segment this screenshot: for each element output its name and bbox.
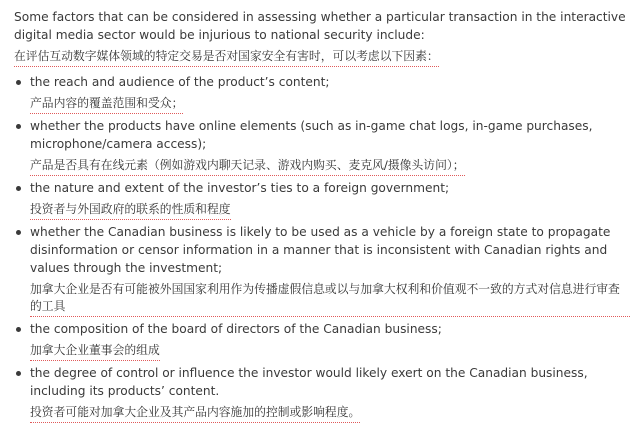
list-item <box>14 179 630 220</box>
factor-english-text: the reach and audience of the product’s content; <box>30 75 330 89</box>
factor-english-text: whether the Canadian business is likely to be used as a vehicle by a foreign state to propagate disinformation or censor information in a manner that is inconsistent with Canadian rights and values through the investment; <box>30 225 611 275</box>
intro-block <box>14 8 630 67</box>
intro-chinese-translation: 在评估互动数字媒体领域的特定交易是否对国家安全有害时，可以考虑以下因素： <box>14 48 439 67</box>
bullet-icon <box>16 124 21 129</box>
factor-list <box>14 73 630 423</box>
factor-chinese-translation: 产品内容的覆盖范围和受众； <box>30 95 183 114</box>
bullet-icon <box>16 80 21 85</box>
factor-english-text: the nature and extent of the investor’s ties to a foreign government; <box>30 181 450 195</box>
intro-english-text: Some factors that can be considered in assessing whether a particular transaction in the interactive digital media sector would be injurious to national security include: <box>14 10 626 42</box>
list-item <box>14 364 630 423</box>
factor-chinese-translation: 投资者与外国政府的联系的性质和程度 <box>30 201 231 220</box>
factor-english-text: whether the products have online elements (such as in-game chat logs, in-game purchases, microphone/camera access); <box>30 119 593 151</box>
list-item <box>14 117 630 176</box>
bullet-icon <box>16 371 21 376</box>
list-item <box>14 73 630 114</box>
list-item <box>14 223 630 317</box>
factor-english-text: the composition of the board of directors of the Canadian business; <box>30 322 442 336</box>
factor-chinese-translation: 产品是否具有在线元素（例如游戏内聊天记录、游戏内购买、麦克风/摄像头访问）； <box>30 157 465 176</box>
factor-chinese-translation: 加拿大企业董事会的组成 <box>30 342 160 361</box>
bullet-icon <box>16 327 21 332</box>
list-item <box>14 320 630 361</box>
factor-chinese-translation: 加拿大企业是否有可能被外国国家利用作为传播虚假信息或以与加拿大权利和价值观不一致的方式对信息进行审查的工具 <box>30 281 630 317</box>
factor-chinese-translation: 投资者可能对加拿大企业及其产品内容施加的控制或影响程度。 <box>30 404 360 423</box>
bullet-icon <box>16 186 21 191</box>
factor-english-text: the degree of control or influence the investor would likely exert on the Canadian business, including its products’ content. <box>30 366 588 398</box>
bullet-icon <box>16 230 21 235</box>
